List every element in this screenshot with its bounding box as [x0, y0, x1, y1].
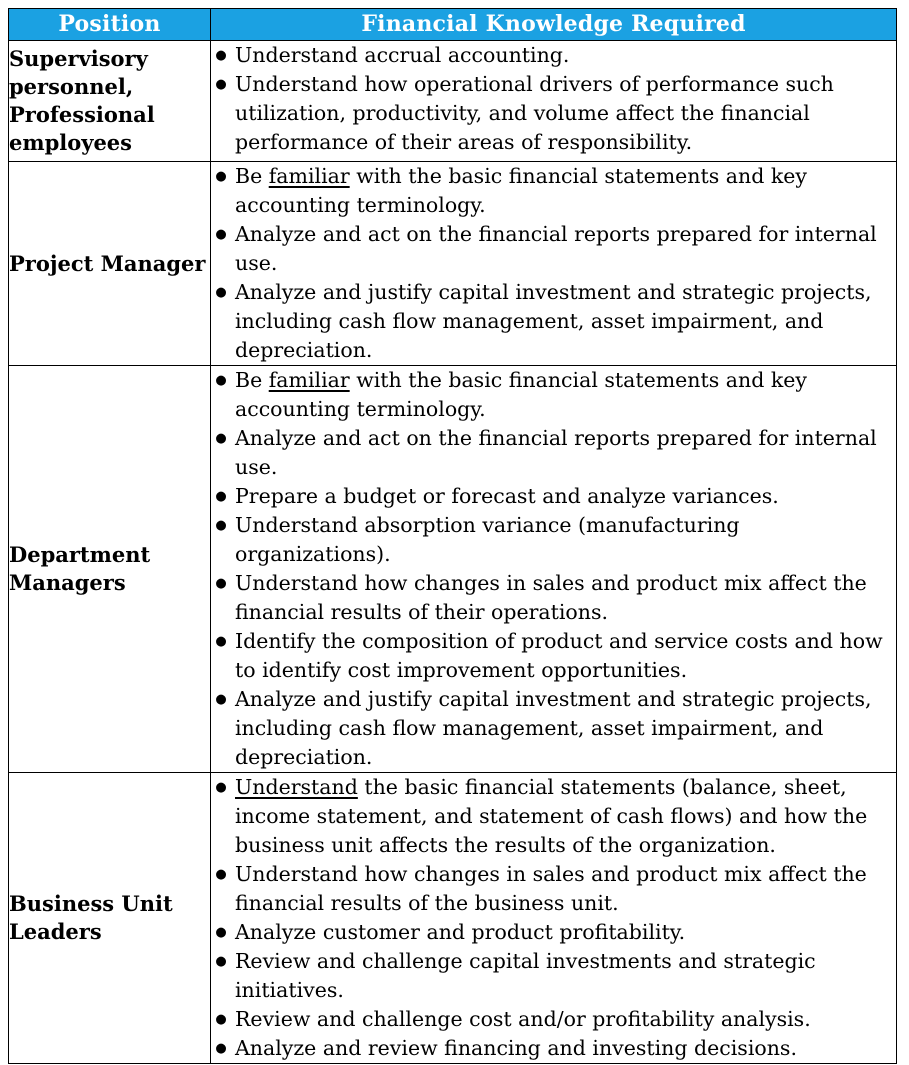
position-cell: Project Manager — [9, 162, 211, 366]
bullet-icon: ● — [215, 925, 227, 940]
list-item — [211, 947, 896, 1005]
item-text: Review and challenge cost and/or profitability analysis. — [235, 1007, 811, 1031]
list-item — [211, 773, 896, 860]
list-item — [211, 918, 896, 947]
list-item — [211, 424, 896, 482]
header-position: Position — [9, 9, 211, 41]
financial-knowledge-table — [8, 8, 897, 1064]
bullet-icon: ● — [215, 373, 227, 388]
list-item — [211, 70, 896, 157]
table-row — [9, 162, 897, 366]
list-item — [211, 685, 896, 772]
position-cell: Supervisory personnel, Professional employees — [9, 41, 211, 162]
header-knowledge: Financial Knowledge Required — [211, 9, 897, 41]
bullet-icon: ● — [215, 77, 227, 92]
list-item — [211, 1005, 896, 1034]
item-text: with the basic financial statements and key accounting terminology. — [235, 164, 807, 217]
item-text: Understand how changes in sales and product mix affect the financial results of the business unit. — [235, 862, 867, 915]
position-cell: Business Unit Leaders — [9, 773, 211, 1064]
list-item — [211, 220, 896, 278]
item-text: Understand accrual accounting. — [235, 43, 570, 67]
bullet-icon: ● — [215, 576, 227, 591]
list-item — [211, 569, 896, 627]
header-row — [9, 9, 897, 41]
knowledge-list — [211, 366, 896, 772]
bullet-icon: ● — [215, 48, 227, 63]
table-header — [9, 9, 897, 41]
table-body — [9, 41, 897, 1064]
item-text: Prepare a budget or forecast and analyze variances. — [235, 484, 779, 508]
bullet-icon: ● — [215, 867, 227, 882]
item-text: the basic financial statements (balance, sheet, income statement, and statement of cash flows) and how the business unit affects the results of the organization. — [235, 775, 868, 857]
item-text: Analyze and justify capital investment and strategic projects, including cash flow management, asset impairment, and depreciation. — [235, 280, 872, 362]
bullet-icon: ● — [215, 1041, 227, 1056]
item-text: Analyze customer and product profitability. — [235, 920, 686, 944]
bullet-icon: ● — [215, 489, 227, 504]
bullet-icon: ● — [215, 692, 227, 707]
position-cell: Department Managers — [9, 366, 211, 773]
list-item — [211, 860, 896, 918]
bullet-icon: ● — [215, 431, 227, 446]
list-item — [211, 1034, 896, 1063]
list-item — [211, 627, 896, 685]
knowledge-cell — [211, 366, 897, 773]
item-text-underlined: familiar — [268, 164, 350, 188]
bullet-icon: ● — [215, 954, 227, 969]
list-item — [211, 511, 896, 569]
item-text: Understand absorption variance (manufacturing organizations). — [235, 513, 740, 566]
bullet-icon: ● — [215, 634, 227, 649]
list-item — [211, 278, 896, 365]
table-row — [9, 41, 897, 162]
item-text-underlined: Understand — [235, 775, 358, 799]
bullet-icon: ● — [215, 285, 227, 300]
bullet-icon: ● — [215, 518, 227, 533]
list-item — [211, 162, 896, 220]
knowledge-cell — [211, 162, 897, 366]
knowledge-cell — [211, 773, 897, 1064]
bullet-icon: ● — [215, 227, 227, 242]
list-item — [211, 482, 896, 511]
table-row — [9, 366, 897, 773]
list-item — [211, 366, 896, 424]
item-text-prefix: Be — [235, 164, 269, 188]
knowledge-list — [211, 162, 896, 365]
knowledge-list — [211, 41, 896, 157]
item-text: Analyze and review financing and investing decisions. — [235, 1036, 797, 1060]
item-text: Analyze and act on the financial reports prepared for internal use. — [235, 426, 877, 479]
knowledge-list — [211, 773, 896, 1063]
bullet-icon: ● — [215, 780, 227, 795]
item-text: Analyze and justify capital investment and strategic projects, including cash flow management, asset impairment, and depreciation. — [235, 687, 872, 769]
knowledge-cell — [211, 41, 897, 162]
table-row — [9, 773, 897, 1064]
item-text: with the basic financial statements and key accounting terminology. — [235, 368, 807, 421]
item-text-prefix: Be — [235, 368, 269, 392]
item-text-underlined: familiar — [268, 368, 350, 392]
bullet-icon: ● — [215, 169, 227, 184]
item-text: Review and challenge capital investments and strategic initiatives. — [235, 949, 816, 1002]
item-text: Understand how changes in sales and product mix affect the financial results of their operations. — [235, 571, 867, 624]
bullet-icon: ● — [215, 1012, 227, 1027]
list-item — [211, 41, 896, 70]
item-text: Identify the composition of product and service costs and how to identify cost improvement opportunities. — [235, 629, 883, 682]
item-text: Analyze and act on the financial reports prepared for internal use. — [235, 222, 877, 275]
item-text: Understand how operational drivers of performance such utilization, productivity, and volume affect the financial performance of their areas of responsibility. — [235, 72, 834, 154]
